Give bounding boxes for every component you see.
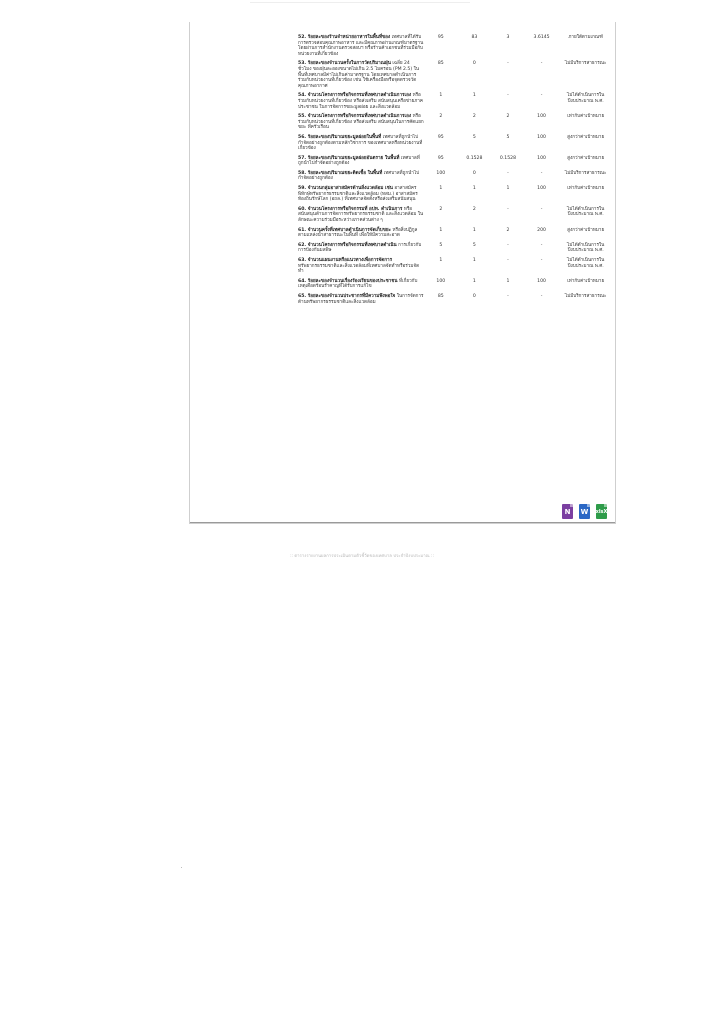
- indicator-text: เทศบาลที่ถูกนำไปกำจัดอย่างถูกต้องตามหลักวิชาการ ของเทศบาลหรือหน่วยงานที่เกี่ยวข้อง: [298, 134, 423, 152]
- value-cell-c1: 0: [472, 170, 476, 176]
- table-row: [298, 35, 613, 61]
- table-row: [298, 228, 613, 243]
- value-cell-c2: 0.1528: [499, 155, 516, 161]
- indicator-text: ในการจัดการด้านทรัพยากรธรรมชาติและสิ่งแวดล้อม: [298, 293, 424, 305]
- status-cell: ไม่มีบริการสาธารณะ: [564, 61, 607, 67]
- indicator-cell: [298, 135, 424, 156]
- value-cell-target: 5: [439, 242, 443, 248]
- stray-dot: [181, 867, 182, 868]
- value-cell-target: 85: [437, 61, 444, 67]
- indicator-text: หรือสิ่งปฏิกูลตามแหล่งน้ำสาธารณะในพื้นที่ เพื่อให้มีความสะอาด: [298, 227, 418, 239]
- word-letter: W: [580, 507, 589, 516]
- status-cell: ไม่ได้ดำเนินการในปีงบประมาณ พ.ศ.: [567, 93, 605, 104]
- value-cell-c2: 2: [506, 114, 510, 120]
- status-cell: เท่ากับค่าเป้าหมาย: [567, 186, 605, 192]
- indicator-cell: [298, 114, 424, 135]
- value-cell-c3: 100: [537, 155, 546, 161]
- value-cell-c3: -: [540, 242, 543, 248]
- value-cell-c1: 1: [472, 93, 476, 99]
- value-cell-c1: 5: [472, 242, 476, 248]
- value-cell-c1: 1: [472, 186, 476, 192]
- status-cell: ภายใต้ตามเกณฑ์: [568, 35, 603, 40]
- status-cell: ไม่มีบริการสาธารณะ: [564, 170, 607, 176]
- footer-note: :: ตารางรายงานผลการประเมินตามตัวชี้วัดของเทศบาล ประจำปีงบประมาณ ::: [290, 554, 434, 559]
- value-cell-c1: 2: [472, 114, 476, 120]
- table-row: [298, 243, 613, 258]
- onenote-letter: N: [564, 507, 571, 516]
- indicator-lead: 54. จำนวนโครงการหรือกิจกรรมที่เทศบาลดำเนินการเอง: [298, 93, 412, 99]
- excel-label: xlsX: [595, 508, 608, 515]
- status-cell: ไม่ได้ดำเนินการในปีงบประมาณ พ.ศ.: [567, 206, 605, 218]
- value-cell-c1: 0.1528: [466, 155, 483, 161]
- indicator-cell: [298, 207, 424, 228]
- value-cell-target: 95: [437, 134, 444, 140]
- value-cell-c2: 2: [506, 227, 510, 233]
- value-cell-target: 1: [439, 186, 443, 192]
- indicator-lead: 57. ร้อยละของปริมาณขยะมูลฝอยอันตราย ในพื้นที่: [298, 155, 400, 161]
- value-cell-c3: 3.6145: [533, 35, 550, 40]
- table-row: [298, 279, 613, 294]
- indicator-lead: 52. ร้อยละของร้านจำหน่ายอาหารในพื้นที่ของ: [298, 35, 391, 40]
- value-cell-c2: 1: [506, 186, 510, 192]
- indicator-text: การเกี่ยวกับการป้องกันมลพิษ: [298, 242, 422, 254]
- indicator-lead: 61. จำนวนครั้งที่เทศบาลดำเนินการจัดเก็บขยะ: [298, 227, 391, 233]
- value-cell-c1: 5: [472, 134, 476, 140]
- value-cell-c3: 200: [537, 227, 546, 233]
- value-cell-c1: 1: [472, 258, 476, 263]
- value-cell-target: 100: [436, 278, 446, 284]
- table-row: [298, 93, 613, 114]
- table-row: [298, 258, 613, 279]
- word-icon[interactable]: [579, 504, 590, 519]
- indicator-lead: 53. ร้อยละของจำนวนครั้งในการวัดปริมาณฝุ่น: [298, 61, 391, 67]
- indicator-text: หรือร่วมกับหน่วยงานที่เกี่ยวข้อง หรือส่งเสริม สนับสนุนในการคัดแยกขยะ ที่ครัวเรือน: [298, 114, 424, 131]
- table-row: [298, 207, 613, 228]
- top-faint-line: [250, 2, 470, 3]
- status-cell: สูงกว่าค่าเป้าหมาย: [567, 155, 605, 161]
- indicator-lead: 58. ร้อยละของปริมาณขยะติดเชื้อ ในพื้นที่: [298, 170, 383, 176]
- indicator-text: หรือสนับสนุนด้านการจัดการทรัพยากรธรรมชาติ และสิ่งแวดล้อม ในลักษณะความร่วมมือระหว่างภาคส่วนต่าง ๆ: [298, 206, 424, 224]
- value-cell-c1: 1: [472, 278, 476, 284]
- indicator-lead: 65. ร้อยละของจำนวนประชากรที่มีความพึงพอใจ: [298, 293, 396, 299]
- value-cell-c2: -: [507, 242, 509, 248]
- status-cell: ไม่มีบริการสาธารณะ: [564, 293, 607, 299]
- value-cell-c2: -: [507, 93, 509, 99]
- value-cell-target: 100: [436, 170, 446, 176]
- value-cell-c3: 100: [537, 134, 546, 140]
- indicator-cell: [298, 294, 424, 309]
- value-cell-c1: 1: [472, 227, 476, 233]
- indicator-lead: 62. จำนวนโครงการหรือกิจกรรมที่เทศบาลดำเนิน: [298, 242, 397, 248]
- value-cell-c2: -: [507, 293, 509, 299]
- table-row: [298, 171, 613, 186]
- indicator-cell: [298, 243, 424, 258]
- value-cell-target: 2: [439, 114, 443, 120]
- table-row: [298, 61, 613, 93]
- indicator-text: ที่เกี่ยวกับเหตุเดือดร้อนรำคาญที่ได้รับการแก้ไข: [298, 278, 418, 290]
- value-cell-target: 2: [439, 206, 443, 212]
- indicator-lead: 56. ร้อยละของปริมาณขยะมูลฝอยในพื้นที่: [298, 134, 382, 140]
- indicator-text: ทรัพยากรธรรมชาติและสิ่งแวดล้อมที่เทศบาลจัดทำหรือร่วมจัดทำ: [298, 263, 420, 275]
- indicator-cell: [298, 93, 424, 114]
- value-cell-target: 1: [439, 258, 443, 263]
- value-cell-c2: 3: [506, 35, 510, 40]
- value-cell-c1: 83: [471, 35, 478, 40]
- indicator-cell: [298, 228, 424, 243]
- status-cell: ไม่ได้ดำเนินการในปีงบประมาณ พ.ศ.: [567, 258, 605, 269]
- indicator-cell: [298, 61, 424, 93]
- report-sheet: [189, 22, 616, 524]
- value-cell-c2: -: [507, 258, 509, 263]
- indicator-cell: [298, 156, 424, 171]
- indicator-text: เทศบาลที่ได้รับการตรวจสอบคุณภาพอาหาร และมีคุณภาพผ่านเกณฑ์มาตรฐาน โดยผ่านการสำนักงานตรวจสอบฯ หรือร้านค้าเอกชนที่ร่วมมือกับหน่วยงานที่เกี่ยวข้อง: [298, 35, 424, 57]
- table-row: [298, 114, 613, 135]
- status-cell: สูงกว่าค่าเป้าหมาย: [567, 134, 605, 140]
- value-cell-c1: 0: [472, 61, 476, 67]
- indicator-text: อาสาสมัครพิทักษ์ทรัพยากรธรรมชาติและสิ่งแวดล้อม (ทสม.) อาสาสมัครท้องถิ่นรักษ์โลก (อถล.) ที่เทศบาลจัดตั้งหรือส่งเสริมสนับสนุน: [298, 186, 418, 203]
- indicator-lead: 59. จำนวนกลุ่มอาสาสมัครด้านสิ่งแวดล้อม เช่น: [298, 186, 393, 192]
- status-cell: ไม่ได้ดำเนินการในปีงบประมาณ พ.ศ.: [567, 242, 605, 254]
- indicator-cell: [298, 171, 424, 186]
- indicator-text: เทศบาลที่ถูกนำไปกำจัดอย่างถูกต้อง: [298, 170, 420, 182]
- value-cell-c3: -: [540, 206, 543, 212]
- table-row: [298, 294, 613, 309]
- table-row: [298, 156, 613, 171]
- indicator-cell: [298, 35, 424, 61]
- indicator-lead: 63. จำนวนแผนงานหรือแนวทางเพื่อการจัดการ: [298, 258, 393, 263]
- indicator-table: [298, 35, 613, 309]
- value-cell-c3: 100: [537, 186, 546, 192]
- value-cell-c3: -: [540, 258, 543, 263]
- status-cell: สูงกว่าค่าเป้าหมาย: [567, 227, 605, 233]
- indicator-lead: 60. จำนวนโครงการหรือกิจกรรมที่ อปท. ดำเนินการ: [298, 206, 403, 212]
- export-icons: [562, 504, 607, 519]
- table-row: [298, 186, 613, 207]
- indicator-cell: [298, 279, 424, 294]
- value-cell-target: 1: [439, 93, 443, 99]
- status-cell: เท่ากับค่าเป้าหมาย: [567, 114, 605, 120]
- value-cell-c2: 1: [506, 278, 510, 284]
- indicator-text: เฉลี่ย 24 ชั่วโมง ของฝุ่นละอองขนาดไม่เกิน 2.5 ไมครอน (PM 2.5) ในพื้นที่เทศบาลมีค่าไม่เกินค่ามาตรฐาน โดยเทศบาลดำเนินการร่วมกับหน่วยงานที่เกี่ยวข้อง เช่น ใช้เครื่องมือหรือจุดตรวจวัดคุณภาพอากาศ: [298, 61, 419, 89]
- value-cell-c3: 100: [537, 278, 546, 284]
- onenote-icon[interactable]: [562, 504, 573, 519]
- indicator-lead: 64. ร้อยละของจำนวนเรื่องร้องเรียนของประชาชน: [298, 278, 398, 284]
- value-cell-c3: -: [540, 170, 543, 176]
- value-cell-c3: -: [540, 93, 543, 99]
- value-cell-c2: 5: [506, 134, 510, 140]
- value-cell-c3: -: [540, 293, 543, 299]
- sheet-bottom-rule: [190, 522, 615, 523]
- value-cell-target: 95: [437, 155, 444, 161]
- value-cell-c2: -: [507, 206, 509, 212]
- indicator-text: เทศบาลที่ถูกนำไปกำจัดอย่างถูกต้อง: [298, 155, 420, 167]
- indicator-cell: [298, 186, 424, 207]
- indicator-text: หรือร่วมกับหน่วยงานที่เกี่ยวข้อง หรือส่งเสริม สนับสนุนเครือข่ายภาคประชาชน ในการจัดการขยะมูลฝอย และสิ่งแวดล้อม: [298, 93, 423, 110]
- indicator-lead: 55. จำนวนโครงการหรือกิจกรรมที่เทศบาลดำเนินการเอง: [298, 114, 412, 120]
- table-row: [298, 135, 613, 156]
- value-cell-c1: 2: [472, 206, 476, 212]
- value-cell-c2: -: [507, 170, 509, 176]
- value-cell-target: 1: [439, 227, 443, 233]
- status-cell: เท่ากับค่าเป้าหมาย: [567, 278, 605, 284]
- indicator-cell: [298, 258, 424, 279]
- excel-icon[interactable]: [596, 504, 607, 519]
- value-cell-c3: 100: [537, 114, 546, 120]
- value-cell-c1: 0: [472, 293, 476, 299]
- value-cell-target: 95: [437, 35, 444, 40]
- value-cell-target: 85: [437, 293, 444, 299]
- value-cell-c2: -: [507, 61, 509, 67]
- value-cell-c3: -: [540, 61, 543, 67]
